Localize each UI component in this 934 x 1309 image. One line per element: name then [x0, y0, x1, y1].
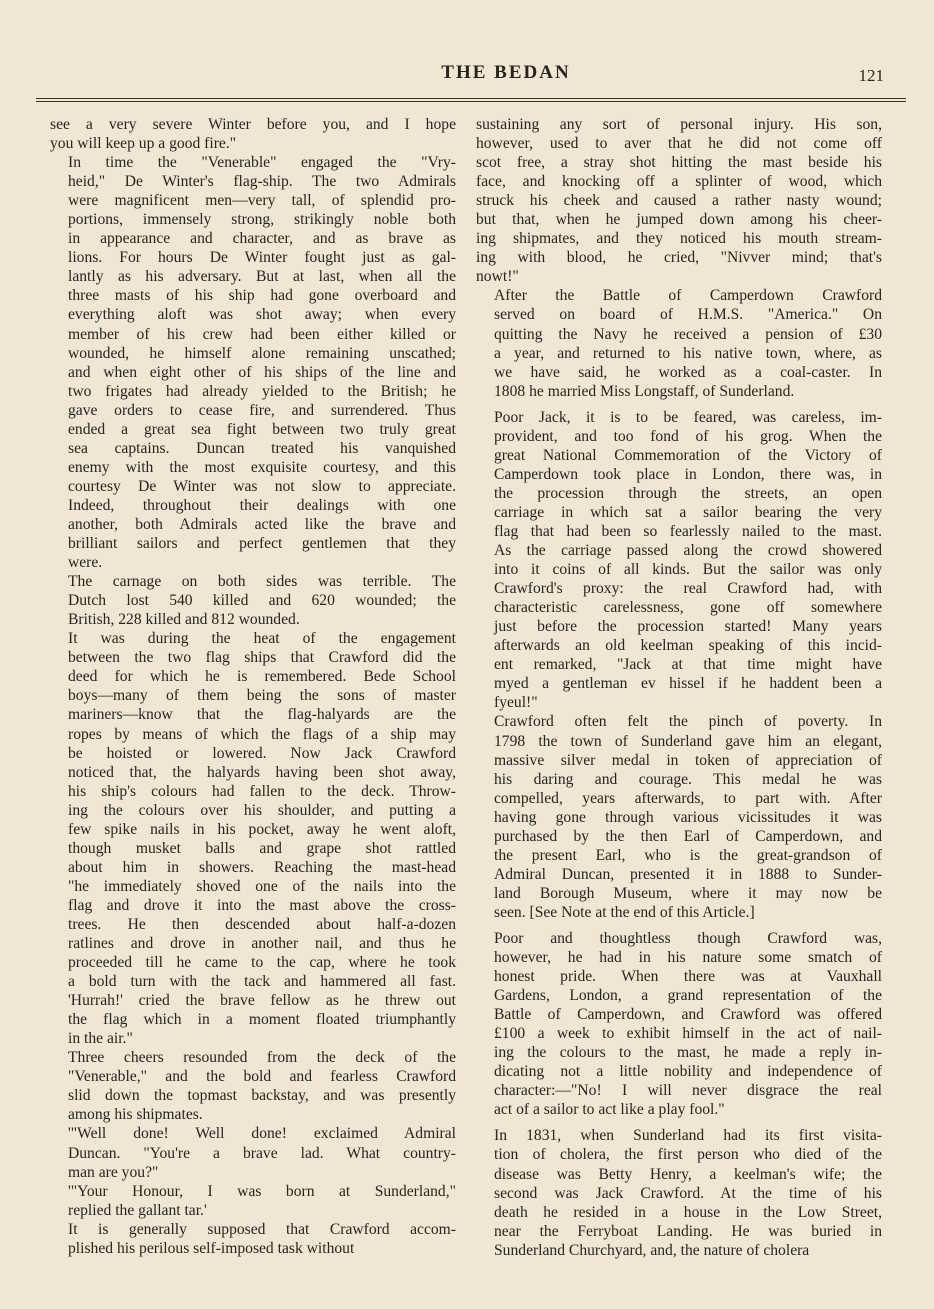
text-line: another, both Admirals acted like the brave and: [68, 515, 456, 533]
text-line: honest pride. When there was at Vauxhall: [494, 968, 882, 986]
paragraph: [50, 1220, 456, 1258]
right-column: [476, 115, 882, 1260]
paragraph: [476, 286, 882, 400]
text-line: slid down the topmast backstay, and was presently: [68, 1087, 456, 1105]
text-line: a bold turn with the tack and hammered all fast.: [68, 973, 456, 991]
text-line: mariners—know that the flag-halyards are the: [68, 706, 456, 724]
text-line: were magnificent men—very tall, of splendid pro-: [68, 192, 456, 210]
text-line: courtesy De Winter was not slow to appreciate.: [68, 477, 456, 495]
text-line: among his shipmates.: [68, 1106, 203, 1124]
text-line: afterwards an old keelman speaking of this incid-: [494, 637, 882, 655]
text-line: "Venerable," and the bold and fearless Crawford: [68, 1068, 456, 1086]
text-line: ratlines and drove in another nail, and thus he: [68, 935, 456, 953]
paragraph: [50, 1048, 456, 1124]
text-line: flag and drove it into the mast above the cross-: [68, 896, 456, 914]
text-line: in the air.": [68, 1030, 133, 1048]
text-line: great National Commemoration of the Victory of: [494, 446, 882, 464]
text-line: lions. For hours De Winter fought just as gal-: [68, 249, 456, 267]
text-line: It was during the heat of the engagement: [68, 630, 456, 648]
text-line: and when eight other of his ships of the line and: [68, 363, 456, 381]
text-line: Admiral Duncan, presented it in 1888 to Sunder-: [494, 865, 882, 883]
text-line: quitting the Navy he received a pension of £30: [494, 325, 882, 343]
text-line: myed a gentleman ev hissel if he haddent been a: [494, 675, 882, 693]
text-line: flag that had been so fearlessly nailed to the mast.: [494, 522, 882, 540]
text-line: few spike nails in his pocket, away he went aloft,: [68, 820, 456, 838]
text-line: British, 228 killed and 812 wounded.: [68, 611, 300, 629]
text-line: struck his cheek and caused a rather nasty wound;: [476, 192, 882, 210]
text-line: three masts of his ship had gone overboard and: [68, 287, 456, 305]
text-line: Sunderland Churchyard, and, the nature of cholera: [494, 1241, 810, 1259]
text-line: his ship's colours had fallen to the deck. Throw-: [68, 782, 456, 800]
text-line: purchased by the then Earl of Camperdown, and: [494, 827, 882, 845]
text-line: '"Your Honour, I was born at Sunderland,": [68, 1182, 456, 1200]
text-line: As the carriage passed along the crowd showered: [494, 542, 882, 560]
text-line: Poor Jack, it is to be feared, was careless, im-: [494, 408, 882, 426]
paragraph: [50, 115, 456, 153]
text-line: the present Earl, who is the great-grandson of: [494, 846, 882, 864]
text-line: lantly as his adversary. But at last, when all the: [68, 268, 456, 286]
text-line: Three cheers resounded from the deck of the: [68, 1049, 456, 1067]
text-line: you will keep up a good fire.": [50, 135, 237, 153]
text-line: having gone through various vicissitudes it was: [494, 808, 882, 826]
text-line: ropes by means of which the flags of a ship may: [68, 725, 456, 743]
text-line: trees. He then descended about half-a-dozen: [68, 915, 456, 933]
text-line: near the Ferryboat Landing. He was buried in: [494, 1222, 882, 1240]
text-line: land Borough Museum, where it may now be: [494, 884, 882, 902]
paragraph: [476, 115, 882, 286]
paragraph: [50, 1124, 456, 1181]
text-line: tion of cholera, the first person who died of the: [494, 1146, 882, 1164]
text-line: The carnage on both sides was terrible. The: [68, 573, 456, 591]
text-line: ing the colours to the mast, he made a reply in-: [494, 1044, 882, 1062]
text-line: in appearance and character, and as brave as: [68, 230, 456, 248]
text-line: served on board of H.M.S. "America." On: [494, 306, 882, 324]
text-line: sea captains. Duncan treated his vanquished: [68, 439, 456, 457]
text-line: wounded, he himself alone remaining unscathed;: [68, 344, 456, 362]
running-title: THE BEDAN: [441, 62, 571, 83]
text-line: '"Well done! Well done! exclaimed Admiral: [68, 1125, 456, 1143]
text-line: ent remarked, "Jack at that time might have: [494, 656, 882, 674]
text-line: death he resided in a house in the Low Street,: [494, 1203, 882, 1221]
header-rule: [36, 98, 906, 102]
paragraph: [50, 1182, 456, 1220]
text-line: nowt!": [476, 268, 519, 286]
text-line: face, and knocking off a splinter of wood, which: [476, 173, 882, 191]
text-line: boys—many of them being the sons of master: [68, 687, 456, 705]
text-line: about him in showers. Reaching the mast-head: [68, 858, 456, 876]
text-line: Crawford's proxy: the real Crawford had, with: [494, 580, 882, 598]
text-line: provident, and too fond of his grog. When the: [494, 427, 882, 445]
paragraph: [476, 929, 882, 1119]
left-column: [50, 115, 456, 1258]
text-line: character:—"No! I will never disgrace the real: [494, 1082, 882, 1100]
text-line: act of a sailor to act like a play fool.": [494, 1101, 725, 1119]
text-line: Indeed, throughout their dealings with one: [68, 496, 456, 514]
text-line: sustaining any sort of personal injury. His son,: [476, 116, 882, 133]
text-line: two frigates had already yielded to the British; he: [68, 382, 456, 400]
text-line: disease was Betty Henry, a keelman's wife; the: [494, 1165, 882, 1183]
text-line: heid," De Winter's flag-ship. The two Admirals: [68, 173, 456, 191]
text-line: between the two flag ships that Crawford did the: [68, 649, 456, 667]
text-line: just before the procession started! Many years: [494, 618, 882, 636]
text-line: his daring and courage. This medal he was: [494, 770, 882, 788]
text-line: "he immediately shoved one of the nails into the: [68, 877, 456, 895]
text-line: compelled, years afterwards, to part with. After: [494, 789, 882, 807]
text-line: see a very severe Winter before you, and I hope: [50, 116, 456, 133]
text-line: however, used to aver that he did not come off: [476, 135, 882, 153]
text-line: man are you?": [68, 1163, 159, 1181]
paragraph: [50, 629, 456, 1048]
paragraph: [50, 572, 456, 629]
text-line: characteristic carelessness, gone off somewhere: [494, 599, 882, 617]
text-line: 1798 the town of Sunderland gave him an elegant,: [494, 732, 882, 750]
paragraph: [50, 153, 456, 572]
text-line: Camperdown took place in London, there was, in: [494, 465, 882, 483]
text-line: ing shipmates, and they noticed his mouth stream-: [476, 230, 882, 248]
text-line: were.: [68, 554, 103, 572]
text-line: however, he had in his nature some smatch of: [494, 949, 882, 967]
text-line: Dutch lost 540 killed and 620 wounded; the: [68, 592, 456, 610]
text-line: £100 a week to exhibit himself in the act of nail-: [494, 1025, 882, 1043]
text-line: Gardens, London, a grand representation of the: [494, 987, 882, 1005]
text-line: dicating not a little nobility and independence of: [494, 1063, 882, 1081]
text-line: plished his perilous self-imposed task without: [68, 1239, 355, 1257]
text-line: everything aloft was shot away; when every: [68, 306, 456, 324]
text-line: seen. [See Note at the end of this Article.]: [494, 903, 755, 921]
paragraph: [476, 712, 882, 922]
text-line: brilliant sailors and perfect gentlemen that they: [68, 535, 456, 553]
text-line: After the Battle of Camperdown Crawford: [494, 287, 882, 305]
text-line: noticed that, the halyards having been shot away,: [68, 763, 456, 781]
text-line: the procession through the streets, an open: [494, 484, 882, 502]
text-line: portions, immensely strong, strikingly noble both: [68, 211, 456, 229]
text-line: ended a great sea fight between two truly great: [68, 420, 456, 438]
text-line: Battle of Camperdown, and Crawford was offered: [494, 1006, 882, 1024]
page-number: 121: [858, 66, 884, 85]
text-line: member of his crew had been either killed or: [68, 325, 456, 343]
text-line: In time the "Venerable" engaged the "Vry-: [68, 154, 456, 172]
paragraph: [476, 408, 882, 713]
text-line: but that, when he jumped down among his cheer-: [476, 211, 882, 229]
text-line: a year, and returned to his native town, where, as: [494, 344, 882, 362]
text-line: scot free, a stray shot hitting the mast beside his: [476, 154, 882, 172]
text-line: second was Jack Crawford. At the time of his: [494, 1184, 882, 1202]
text-line: replied the gallant tar.': [68, 1201, 207, 1219]
text-line: Duncan. "You're a brave lad. What country-: [68, 1144, 456, 1162]
text-line: Poor and thoughtless though Crawford was,: [494, 929, 882, 947]
text-line: be hoisted or lowered. Now Jack Crawford: [68, 744, 456, 762]
text-line: carriage in which sat a sailor bearing the very: [494, 503, 882, 521]
text-line: deed for which he is remembered. Bede School: [68, 668, 456, 686]
text-line: though musket balls and grape shot rattled: [68, 839, 456, 857]
text-line: the flag which in a moment floated triumphantly: [68, 1011, 456, 1029]
text-line: ing with blood, he cried, "Nivver mind; that's: [476, 249, 882, 267]
text-line: gave orders to cease fire, and surrendered. Thus: [68, 401, 456, 419]
text-line: ing the colours over his shoulder, and putting a: [68, 801, 456, 819]
text-line: enemy with the most exquisite courtesy, and this: [68, 458, 456, 476]
text-line: In 1831, when Sunderland had its first visita-: [494, 1127, 882, 1145]
page-header: [36, 62, 906, 98]
text-line: proceeded till he came to the cap, where he took: [68, 954, 456, 972]
text-line: fyeul!": [494, 694, 538, 712]
text-line: 'Hurrah!' cried the brave fellow as he threw out: [68, 992, 456, 1010]
text-line: Crawford often felt the pinch of poverty. In: [494, 713, 882, 731]
text-line: massive silver medal in token of appreciation of: [494, 751, 882, 769]
text-line: 1808 he married Miss Longstaff, of Sunderland.: [494, 382, 795, 400]
paragraph: [476, 1126, 882, 1259]
text-line: It is generally supposed that Crawford accom-: [68, 1220, 456, 1238]
text-line: into it coins of all kinds. But the sailor was only: [494, 561, 882, 579]
text-line: we have said, he worked as a coal-caster. In: [494, 363, 882, 381]
